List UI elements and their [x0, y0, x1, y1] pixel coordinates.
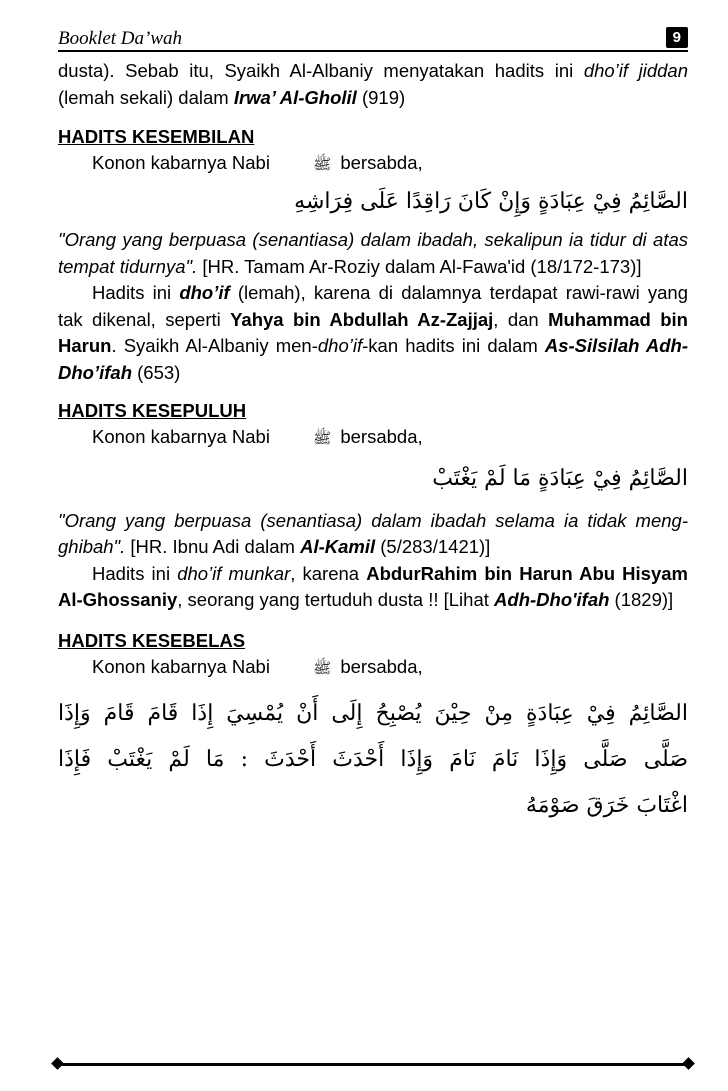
diamond-ornament-icon: [682, 1057, 695, 1070]
source-reference: [HR. Tamam Ar-Roziy dalam Al-Fawa'id (18/172-173)]: [197, 255, 642, 277]
page-number: 9: [666, 27, 688, 48]
text: Konon kabarnya Nabi: [92, 655, 276, 677]
text: (lemah sekali) dalam: [58, 86, 234, 108]
hadits-9-intro: [58, 150, 688, 177]
text: , karena: [290, 562, 367, 584]
text: -kan hadits ini dalam: [362, 335, 545, 357]
italic-term: dho’if: [317, 335, 363, 357]
italic-term: dho’if munkar: [177, 562, 291, 584]
diamond-ornament-icon: [51, 1057, 64, 1070]
text: bersabda,: [335, 152, 423, 173]
salawat-glyph: ﷺ: [313, 154, 332, 173]
grade-term: dho’if: [179, 282, 230, 304]
footer-rule: [58, 1063, 688, 1066]
hadits-11-intro: [58, 654, 688, 681]
page-header: [58, 26, 688, 52]
italic-term: dho’if jiddan: [583, 60, 688, 81]
text: Hadits ini: [92, 282, 180, 304]
salawat-glyph: ﷺ: [313, 658, 332, 677]
hadits-10-commentary: [58, 561, 688, 614]
salawat-glyph: ﷺ: [313, 429, 332, 448]
page: [58, 26, 688, 829]
narrator-name: AbdurRahim bin Harun Abu Hisyam Al-Ghossaniy: [58, 562, 688, 611]
text: , seorang yang tertuduh dusta !! [Lihat: [177, 589, 495, 611]
translation-text: "Orang yang berpuasa (senantiasa) dalam ibadah selama ia tidak meng-ghibah".: [58, 509, 688, 558]
text: bersabda,: [335, 655, 423, 677]
hadits-10-arabic: الصَّائِمُ فِيْ عِبَادَةٍ مَا لَمْ يَغْتَبْ: [432, 465, 688, 491]
narrator-name: Yahya bin Abdullah Az-Zajjaj: [230, 308, 494, 330]
text: (5/283/1421)]: [375, 536, 491, 558]
text: dusta). Sebab itu, Syaikh Al-Albaniy menyatakan hadits ini: [58, 60, 584, 81]
text: bersabda,: [335, 426, 423, 448]
text: (919): [356, 86, 406, 108]
text: Hadits ini: [92, 562, 178, 584]
hadits-11-arabic-line-2: صَلَّى صَلَّى وَإِذَا نَامَ نَامَ وَإِذَا أَحْدَثَ أَحْدَثَ : مَا لَمْ يَغْتَبْ فَإِذَا: [58, 747, 688, 773]
text: (653): [132, 361, 181, 383]
book-reference: As-Silsilah Adh-Dho’ifah: [58, 335, 688, 383]
heading-hadits-9: HADITS KESEMBILAN: [58, 126, 255, 147]
hadits-9-commentary: [58, 280, 688, 386]
hadits-9-arabic: الصَّائِمُ فِيْ عِبَادَةٍ وَإِنْ كَانَ رَاقِدًا عَلَى فِرَاشِهِ: [294, 189, 688, 215]
heading-hadits-11: HADITS KESEBELAS: [58, 629, 246, 651]
heading-hadits-10: HADITS KESEPULUH: [58, 400, 247, 422]
text: Konon kabarnya Nabi: [92, 152, 276, 173]
hadits-11-arabic-line-3: اغْتَابَ خَرَقَ صَوْمَهُ: [525, 793, 688, 819]
book-reference: Al-Kamil: [300, 536, 376, 558]
hadits-11-arabic-line-1: الصَّائِمُ فِيْ عِبَادَةٍ مِنْ حِيْنَ يُصْبِحُ إِلَى أَنْ يُمْسِيَ إِذَا قَامَ قَامَ وَإِذَا: [58, 701, 688, 727]
book-reference: Adh-Dho'ifah: [494, 589, 610, 611]
hadits-10-translation: [58, 508, 688, 561]
text: Konon kabarnya Nabi: [92, 426, 276, 448]
text: (lemah), karena di dalamnya terdapat rawi-rawi yang tak dikenal, seperti: [58, 282, 688, 330]
text: [HR. Ibnu Adi dalam: [125, 536, 301, 558]
text: , dan: [493, 308, 549, 330]
text: (1829)]: [609, 589, 674, 611]
hadits-10-intro: [58, 424, 688, 451]
translation-text: "Orang yang berpuasa (senantiasa) dalam ibadah, sekalipun ia tidur di atas tempat tidurnya".: [58, 229, 688, 277]
narrator-name: Muhammad bin Harun: [58, 308, 688, 357]
book-title: Booklet Da’wah: [58, 28, 183, 49]
text: . Syaikh Al-Albaniy men-: [111, 335, 318, 357]
intro-paragraph: [58, 58, 688, 111]
book-reference: Irwa’ Al-Gholil: [233, 86, 357, 108]
hadits-9-translation: [58, 227, 688, 280]
